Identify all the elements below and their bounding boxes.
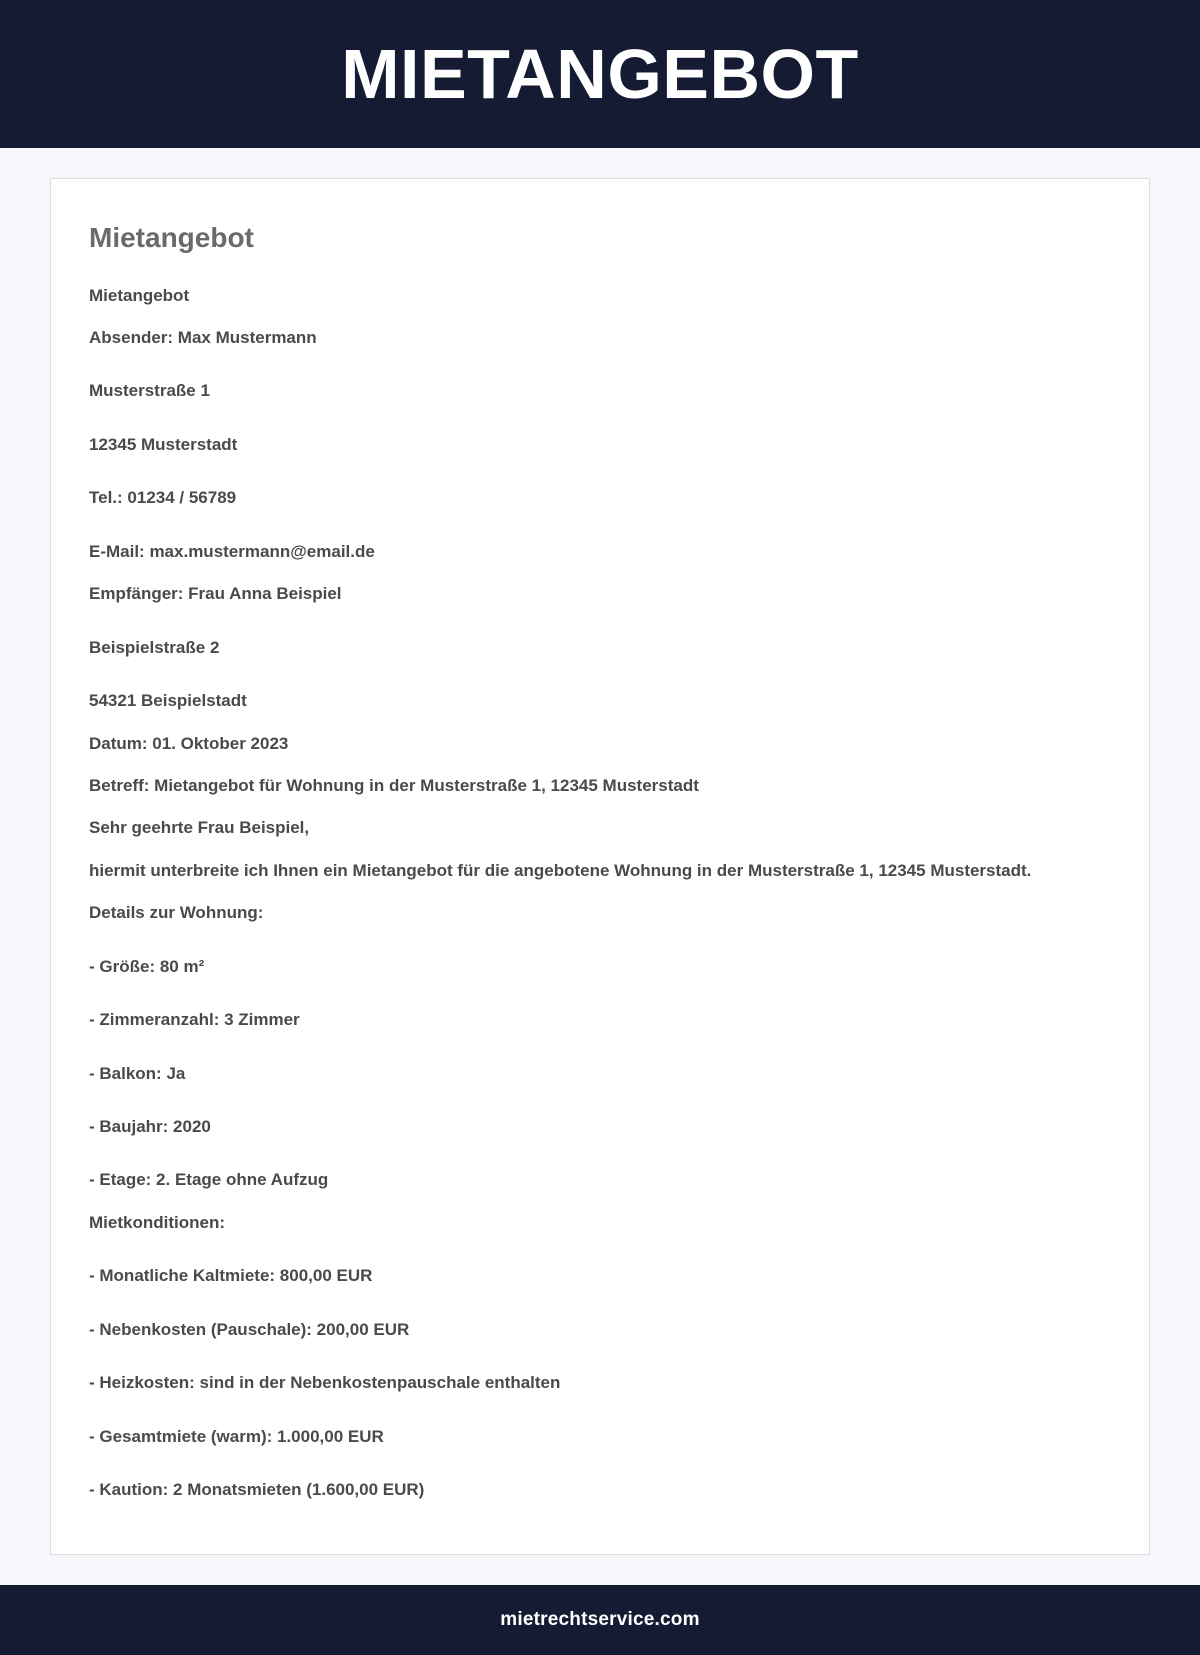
site-footer xyxy=(0,1585,1200,1655)
document-line: - Monatliche Kaltmiete: 800,00 EUR xyxy=(89,1266,373,1286)
document-line: Absender: Max Mustermann xyxy=(89,328,317,348)
document-line: - Balkon: Ja xyxy=(89,1063,186,1083)
document-line: - Nebenkosten (Pauschale): 200,00 EUR xyxy=(89,1319,410,1339)
page-content xyxy=(0,148,1200,1555)
document-line: E-Mail: max.mustermann@email.de xyxy=(89,541,375,561)
document-line: Betreff: Mietangebot für Wohnung in der Musterstraße 1, 12345 Musterstadt xyxy=(89,775,699,795)
document-line: - Größe: 80 m² xyxy=(89,956,205,976)
document-line: Beispielstraße 2 xyxy=(89,637,220,657)
site-header xyxy=(0,0,1200,148)
document-line: - Gesamtmiete (warm): 1.000,00 EUR xyxy=(89,1426,384,1446)
footer-site-name: mietrechtservice.com xyxy=(500,1608,700,1630)
document-line: - Baujahr: 2020 xyxy=(89,1117,211,1137)
document-line: 54321 Beispielstadt xyxy=(89,691,247,711)
document-body xyxy=(89,285,1111,1502)
document-line: Mietkonditionen: xyxy=(89,1212,225,1232)
document-line: Details zur Wohnung: xyxy=(89,903,264,923)
document-line: - Etage: 2. Etage ohne Aufzug xyxy=(89,1170,329,1190)
document-line: Datum: 01. Oktober 2023 xyxy=(89,733,289,753)
document-card xyxy=(50,178,1150,1555)
document-line: - Kaution: 2 Monatsmieten (1.600,00 EUR) xyxy=(89,1480,425,1500)
document-line: 12345 Musterstadt xyxy=(89,434,238,454)
document-heading: Mietangebot xyxy=(89,222,254,253)
document-line: Empfänger: Frau Anna Beispiel xyxy=(89,584,342,604)
document-line: Mietangebot xyxy=(89,285,190,305)
document-line: hiermit unterbreite ich Ihnen ein Mietangebot für die angebotene Wohnung in der Musterstraße 1, 12345 Musterstadt. xyxy=(89,860,1032,880)
document-line: - Zimmeranzahl: 3 Zimmer xyxy=(89,1010,300,1030)
document-line: Tel.: 01234 / 56789 xyxy=(89,488,237,508)
document-line: - Heizkosten: sind in der Nebenkostenpauschale enthalten xyxy=(89,1373,561,1393)
document-line: Musterstraße 1 xyxy=(89,381,210,401)
document-line: Sehr geehrte Frau Beispiel, xyxy=(89,818,310,838)
page-title: MIETANGEBOT xyxy=(341,35,859,113)
